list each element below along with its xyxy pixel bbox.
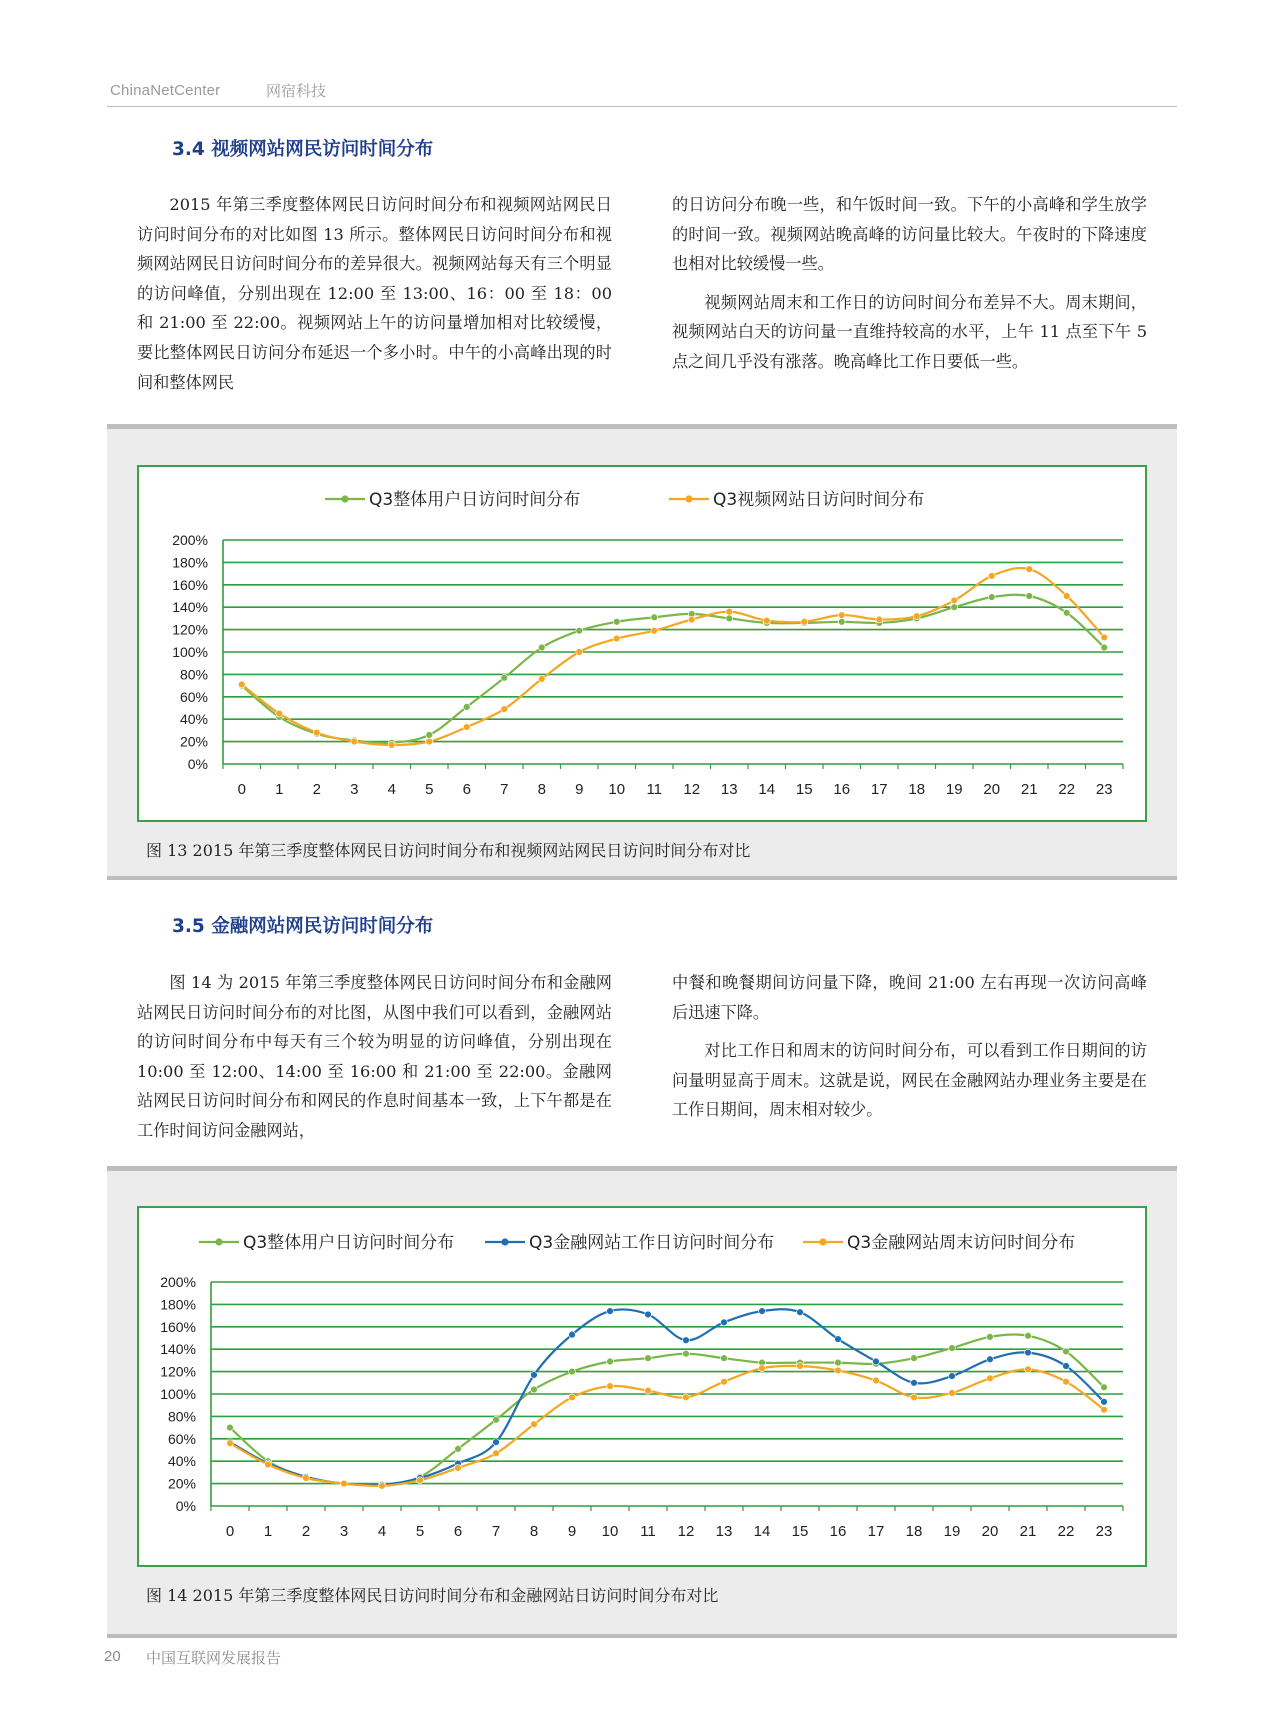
fig14-series-1-point (227, 1424, 234, 1431)
fig13-x-tick-label: 11 (646, 781, 663, 798)
fig14-series-3-point (265, 1461, 272, 1468)
figure-13-chart (139, 467, 1145, 820)
fig14-series-2-point (949, 1373, 956, 1380)
fig13-series-2-point (238, 681, 245, 688)
fig13-series-2-point (801, 618, 808, 625)
fig14-series-2-point (759, 1308, 766, 1315)
fig14-series-2-point (873, 1358, 880, 1365)
fig13-y-tick-label: 140% (172, 599, 208, 616)
fig14-x-tick-label: 19 (943, 1523, 961, 1540)
fig13-x-tick-label: 0 (237, 781, 246, 798)
fig13-y-tick-label: 60% (179, 688, 208, 705)
fig14-series-3-point (227, 1440, 234, 1447)
fig13-x-tick-label: 5 (425, 781, 434, 798)
figure-14-chart-frame (137, 1206, 1147, 1567)
fig14-series-1-point (531, 1386, 538, 1393)
fig14-series-2-point (797, 1309, 804, 1316)
fig13-series-2-point (463, 724, 470, 731)
fig13-series-2-point (763, 617, 770, 624)
fig14-x-tick-label: 9 (567, 1523, 577, 1540)
fig14-series-3-point (303, 1475, 310, 1482)
fig14-series-1-point (455, 1445, 462, 1452)
fig13-series-line-1 (242, 595, 1105, 743)
fig13-series-2-point (988, 572, 995, 579)
paragraph: 图 14 为 2015 年第三季度整体网民日访问时间分布和金融网站网民日访问时间分布的对比图，从图中我们可以看到，金融网站的访问时间分布中每天有三个较为明显的访问峰值，分别出现在 10:00 至 12:00、14:00 至 16:00 和 21:00 至 22:00。金融网站网民日访问时间分布和网民的作息时间基本一致，上下午都是在工作时间访问金融网站， (137, 973, 612, 1140)
fig13-y-tick-label: 120% (172, 621, 208, 638)
fig14-series-line-1 (230, 1334, 1104, 1485)
fig13-x-tick-label: 15 (795, 781, 813, 798)
fig14-series-3-point (949, 1389, 956, 1396)
section2-column-left (137, 968, 612, 1146)
section-title-3-4: 3.4 视频网站网民访问时间分布 (172, 139, 434, 160)
fig13-series-2-point (613, 635, 620, 642)
fig14-series-3-point (1025, 1366, 1032, 1373)
fig14-x-tick-label: 10 (601, 1523, 619, 1540)
fig14-x-tick-label: 3 (339, 1523, 349, 1540)
fig14-series-2-point (1063, 1363, 1070, 1370)
fig13-x-tick-label: 14 (758, 781, 776, 798)
fig13-series-2-point (838, 612, 845, 619)
fig14-series-3-point (455, 1465, 462, 1472)
fig13-series-2-point (913, 613, 920, 620)
fig13-series-2-point (576, 649, 583, 656)
fig14-series-3-point (721, 1378, 728, 1385)
fig13-series-2-point (876, 616, 883, 623)
fig14-series-1-point (1101, 1384, 1108, 1391)
fig13-x-tick-label: 3 (350, 781, 359, 798)
fig13-x-tick-label: 2 (312, 781, 321, 798)
header-brand: ChinaNetCenter (110, 82, 221, 99)
fig14-legend-label-2: Q3金融网站工作日访问时间分布 (529, 1233, 775, 1253)
paragraph: 视频网站周末和工作日的访问时间分布差异不大。周末期间，视频网站白天的访问量一直维持较高的水平，上午 11 点至下午 5 点之间几乎没有涨落。晚高峰比工作日要低一些。 (672, 292, 1147, 371)
fig14-y-tick-label: 100% (160, 1386, 196, 1402)
fig13-legend-label-1: Q3整体用户日访问时间分布 (369, 490, 581, 510)
fig14-series-3-point (683, 1394, 690, 1401)
fig14-series-3-point (911, 1394, 918, 1401)
fig13-series-2-point (726, 608, 733, 615)
fig13-legend-label-2: Q3视频网站日访问时间分布 (713, 490, 925, 510)
fig13-series-1-point (838, 618, 845, 625)
fig13-x-tick-label: 6 (462, 781, 471, 798)
fig14-x-tick-label: 11 (640, 1523, 656, 1540)
fig14-series-1-point (1025, 1332, 1032, 1339)
fig13-series-1-point (576, 627, 583, 634)
fig14-series-3-point (607, 1383, 614, 1390)
fig13-x-tick-label: 10 (608, 781, 626, 798)
fig14-series-2-point (911, 1379, 918, 1386)
fig14-x-tick-label: 5 (415, 1523, 425, 1540)
fig13-x-tick-label: 23 (1095, 781, 1113, 798)
fig14-legend-marker-3 (819, 1238, 826, 1245)
fig14-series-3-point (493, 1450, 500, 1457)
fig14-series-2-point (607, 1308, 614, 1315)
fig14-legend-label-3: Q3金融网站周末访问时间分布 (847, 1233, 1076, 1253)
fig13-series-1-point (538, 644, 545, 651)
fig14-series-1-point (683, 1350, 690, 1357)
fig14-x-tick-label: 0 (225, 1523, 235, 1540)
fig13-series-1-point (463, 703, 470, 710)
fig14-series-1-point (569, 1368, 576, 1375)
paragraph: 中餐和晚餐期间访问量下降，晚间 21:00 左右再现一次访问高峰后迅速下降。 (672, 973, 1147, 1022)
figure-13-caption: 图 13 2015 年第三季度整体网民日访问时间分布和视频网站网民日访问时间分布对比 (146, 841, 751, 860)
fig14-series-3-point (417, 1477, 424, 1484)
fig14-series-2-point (1025, 1349, 1032, 1356)
fig13-series-1-point (1101, 644, 1108, 651)
fig14-legend-marker-1 (215, 1238, 222, 1245)
figure-14-chart (139, 1208, 1145, 1565)
fig13-series-1-point (726, 615, 733, 622)
header-company: 网宿科技 (266, 82, 327, 100)
fig14-series-1-point (911, 1355, 918, 1362)
fig14-series-3-point (379, 1482, 386, 1489)
fig13-series-2-point (1063, 593, 1070, 600)
paragraph: 2015 年第三季度整体网民日访问时间分布和视频网站网民日访问时间分布的对比如图 13 所示。整体网民日访问时间分布和视频网站网民日访问时间分布的差异很大。视频网站每天有三个明显的访问峰值，分别出现在 12:00 至 13:00、16：00 至 18：00 和 21:00 至 22:00。视频网站上午的访问量增加相对比较缓慢，要比整体网民日访问分布延迟一个多小时。中午的小高峰出现的时间和整体网民 (137, 195, 612, 392)
fig13-series-1-point (951, 604, 958, 611)
fig14-y-tick-label: 40% (167, 1453, 196, 1470)
fig13-y-tick-label: 20% (179, 733, 208, 750)
fig13-series-2-point (276, 710, 283, 717)
fig13-series-2-point (1101, 634, 1108, 641)
fig13-series-2-point (688, 616, 695, 623)
fig14-series-2-point (569, 1331, 576, 1338)
fig14-series-2-point (493, 1439, 500, 1446)
fig13-series-2-point (351, 738, 358, 745)
fig13-series-2-point (426, 738, 433, 745)
fig14-series-1-point (645, 1355, 652, 1362)
fig14-series-3-point (873, 1377, 880, 1384)
fig13-series-2-point (388, 742, 395, 749)
fig14-series-line-2 (230, 1309, 1104, 1485)
fig14-series-2-point (683, 1337, 690, 1344)
section1-column-left (137, 190, 612, 397)
fig13-series-2-point (651, 627, 658, 634)
fig13-x-tick-label: 17 (870, 781, 888, 798)
fig14-x-tick-label: 2 (301, 1523, 311, 1540)
fig13-x-tick-label: 13 (720, 781, 738, 798)
fig14-series-3-point (797, 1363, 804, 1370)
fig13-series-2-point (501, 706, 508, 713)
fig14-y-tick-label: 60% (167, 1430, 196, 1447)
fig14-x-tick-label: 13 (715, 1523, 733, 1540)
fig14-y-tick-label: 180% (160, 1296, 196, 1313)
fig14-series-1-point (987, 1333, 994, 1340)
fig13-series-2-point (313, 729, 320, 736)
fig14-series-3-point (1101, 1406, 1108, 1413)
fig14-x-tick-label: 6 (453, 1523, 463, 1540)
fig14-y-tick-label: 160% (160, 1318, 196, 1335)
fig14-y-tick-label: 200% (160, 1274, 196, 1290)
fig14-legend-label-1: Q3整体用户日访问时间分布 (243, 1233, 455, 1253)
fig14-x-tick-label: 17 (867, 1523, 885, 1540)
fig14-y-tick-label: 20% (167, 1475, 196, 1492)
fig13-x-tick-label: 18 (908, 781, 926, 798)
figure-13-chart-frame (137, 465, 1147, 822)
fig14-x-tick-label: 1 (263, 1523, 273, 1540)
fig14-series-3-point (1063, 1378, 1070, 1385)
fig14-series-3-point (645, 1387, 652, 1394)
fig14-y-tick-label: 140% (160, 1341, 196, 1358)
figure-14-caption: 图 14 2015 年第三季度整体网民日访问时间分布和金融网站日访问时间分布对比 (146, 1586, 719, 1605)
section2-column-right (672, 968, 1147, 1125)
fig14-series-line-3 (230, 1366, 1104, 1486)
fig13-series-1-point (613, 618, 620, 625)
fig13-x-tick-label: 1 (275, 781, 284, 798)
fig13-series-2-point (538, 675, 545, 682)
fig14-series-1-point (721, 1355, 728, 1362)
fig13-series-1-point (426, 731, 433, 738)
paragraph: 对比工作日和周末的访问时间分布，可以看到工作日期间的访问量明显高于周末。这就是说，网民在金融网站办理业务主要是在工作日期间，周末相对较少。 (672, 1041, 1147, 1120)
fig14-x-tick-label: 4 (377, 1523, 387, 1540)
fig14-x-tick-label: 8 (529, 1523, 539, 1540)
fig14-series-3-point (341, 1480, 348, 1487)
fig13-x-tick-label: 4 (387, 781, 396, 798)
fig13-series-1-point (501, 674, 508, 681)
fig13-series-1-point (988, 594, 995, 601)
fig13-series-2-point (951, 597, 958, 604)
fig14-series-3-point (835, 1367, 842, 1374)
fig13-x-tick-label: 9 (575, 781, 584, 798)
fig13-x-tick-label: 19 (945, 781, 963, 798)
fig13-series-1-point (1063, 609, 1070, 616)
fig14-series-2-point (835, 1336, 842, 1343)
fig14-y-tick-label: 0% (175, 1498, 196, 1514)
fig13-x-tick-label: 20 (983, 781, 1001, 798)
fig13-x-tick-label: 16 (833, 781, 851, 798)
fig13-x-tick-label: 21 (1020, 781, 1038, 798)
fig14-x-tick-label: 21 (1019, 1523, 1037, 1540)
fig14-x-tick-label: 23 (1095, 1523, 1113, 1540)
footer-report-title: 中国互联网发展报告 (146, 1649, 282, 1667)
fig13-y-tick-label: 80% (179, 666, 208, 683)
fig14-series-3-point (987, 1375, 994, 1382)
fig14-series-3-point (759, 1365, 766, 1372)
header-divider (107, 106, 1177, 107)
section1-column-right (672, 190, 1147, 377)
fig14-series-2-point (721, 1319, 728, 1326)
fig14-y-tick-label: 80% (167, 1408, 196, 1425)
fig13-y-tick-label: 180% (172, 554, 208, 571)
fig13-x-tick-label: 8 (537, 781, 546, 798)
fig13-legend-marker-2 (685, 495, 692, 502)
fig14-series-1-point (607, 1358, 614, 1365)
fig14-x-tick-label: 18 (905, 1523, 923, 1540)
fig14-series-1-point (493, 1416, 500, 1423)
fig13-y-tick-label: 100% (172, 644, 208, 660)
fig14-x-tick-label: 20 (981, 1523, 999, 1540)
fig13-legend-marker-1 (341, 495, 348, 502)
fig13-x-tick-label: 7 (500, 781, 509, 798)
fig14-series-2-point (531, 1372, 538, 1379)
fig14-series-2-point (645, 1311, 652, 1318)
fig13-series-2-point (1026, 566, 1033, 573)
fig14-y-tick-label: 120% (160, 1363, 196, 1380)
fig13-series-1-point (1026, 593, 1033, 600)
fig14-x-tick-label: 16 (829, 1523, 847, 1540)
fig14-x-tick-label: 14 (753, 1523, 771, 1540)
fig14-legend-marker-2 (501, 1238, 508, 1245)
fig13-x-tick-label: 22 (1058, 781, 1076, 798)
fig14-series-3-point (569, 1394, 576, 1401)
fig14-series-3-point (531, 1421, 538, 1428)
fig14-x-tick-label: 22 (1057, 1523, 1075, 1540)
fig13-y-tick-label: 160% (172, 576, 208, 593)
fig13-y-tick-label: 0% (187, 756, 208, 772)
fig13-y-tick-label: 40% (179, 711, 208, 728)
fig14-series-2-point (1101, 1398, 1108, 1405)
fig13-y-tick-label: 200% (172, 532, 208, 548)
fig14-series-1-point (1063, 1348, 1070, 1355)
fig14-series-1-point (949, 1345, 956, 1352)
section-title-3-5: 3.5 金融网站网民访问时间分布 (172, 916, 434, 937)
page-number: 20 (104, 1648, 121, 1665)
fig14-x-tick-label: 15 (791, 1523, 809, 1540)
fig13-series-1-point (651, 614, 658, 621)
fig14-x-tick-label: 7 (491, 1523, 501, 1540)
paragraph: 的日访问分布晚一些，和午饭时间一致。下午的小高峰和学生放学的时间一致。视频网站晚高峰的访问量比较大。午夜时的下降速度也相对比较缓慢一些。 (672, 195, 1147, 274)
fig14-series-1-point (835, 1359, 842, 1366)
fig14-series-2-point (987, 1356, 994, 1363)
fig14-x-tick-label: 12 (677, 1523, 695, 1540)
fig13-x-tick-label: 12 (683, 781, 701, 798)
